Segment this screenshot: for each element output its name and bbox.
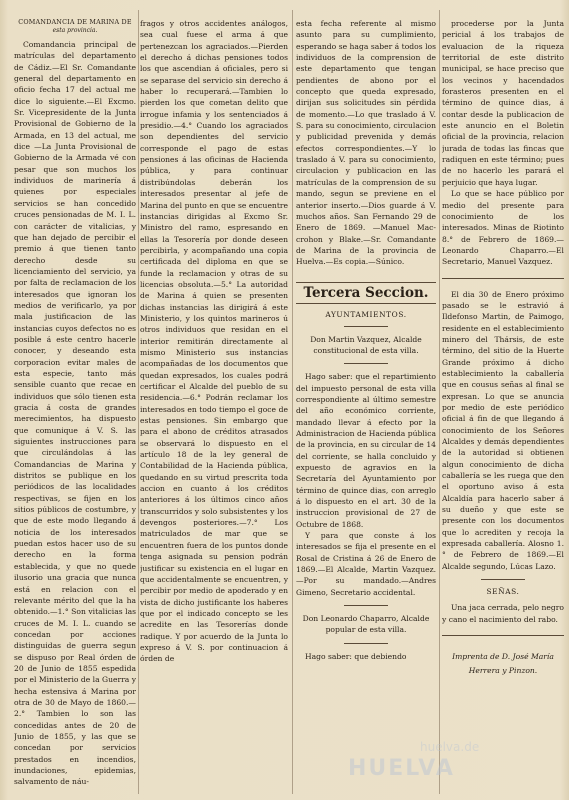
column-1 <box>14 18 136 794</box>
article-paragraph: esta fecha referente al mismo asunto para su cumplimiento, esperando se haga saber á todos los individuos de la comprension de este departamento que tengan pendientes de abono por el concepto que queda expresado, dirijan sus solicitudes sin pérdida de momento.—Lo que traslado á V. S. para su conocimiento, circulacion y publicidad prevenida y demás efectos correspondientes.—Y lo traslado á V. para su conocimiento, circulacion y publicacion en las matrículas de la comprension de su mando, segun se previene en el anterior inserto.—Dios guarde á V. muchos años. San Fernando 29 de Enero de 1869. —Manuel Mac-crohon y Blake.—Sr. Comandante de Marina de la provincia de Huelva.—Es copia.—Súnico. <box>296 19 436 267</box>
column-rule <box>439 10 440 794</box>
watermark-logo: HUELVA <box>348 756 455 781</box>
divider <box>344 363 388 364</box>
column-rule <box>138 10 139 794</box>
column-3 <box>296 18 436 794</box>
notice-header: Don Martin Vazquez, Alcalde constitucional de esta villa. <box>310 334 422 355</box>
column-4 <box>442 18 564 794</box>
column-rule <box>292 10 293 794</box>
notice-header: Don Leonardo Chaparro, Alcalde popular de esta villa. <box>302 614 430 635</box>
notice-paragraph: Una jaca cerrada, pelo negro y cano el nacimiento del rabo. <box>442 603 564 624</box>
subsection-heading: AYUNTAMIENTOS. <box>325 309 407 319</box>
imprint-line: Imprenta de D. José María <box>452 651 554 661</box>
divider <box>344 605 388 606</box>
section-title: Tercera Seccion. <box>296 282 436 304</box>
notice-paragraph: Y para que conste á los interesados se fija el presente en el Rosal de Cristina á 26 de Enero de 1869.—El Alcalde, Martin Vazquez.—Por su mandado.—Andres Gimeno, Secretario accidental. <box>296 531 436 597</box>
watermark-site: huelva.de <box>420 740 480 754</box>
notice-paragraph: Lo que se hace público por medio del presente para conocimiento de los interesados. Minas de Riotinto 8.° de Febrero de 1869.—Leonardo Chaparro.—El Secretario, Manuel Vazquez. <box>442 189 564 267</box>
article-paragraph: Comandancia principal de matrículas del departamento de Cádiz.—El Sr. Comandante general del departamento en oficio fecha 17 del actual me dice lo siguiente.—El Excmo. Sr. Vicepresidente de la Junta Provisional de Gobierno de la Armada, en 13 del actual, me dice —La Junta Provisional de Gobierno de la Armada vé con pesar que son muchos los individuos de marinería á quienes por especiales servicios se han concedido cruces pensionadas de M. I. L. con carácter de vitalicias, y que han dejado de percibir el premio á que tienen tanto derecho desde su licenciamiento del servicio, ya por falta de reclamacion de los interesados que ignoran los medios de verificarlo, ya por mala justificacion de las instancias cuyos defectos no es posible á este centro hacerle conocer, y deseando esta corporacion evitar males de esta especie, tanto más sensible cuanto que recae en individuos que sólo tienen esta gracia á costa de grandes merecimientos, ha dispuesto que comunique á V. S. las siguientes instrucciones para que circulándolas á las Comandancias de Marina y distritos se publique en los periódicos de las localidades respectivas, se fijen en los sitios públicos de costumbre, y que de este modo llegando á noticia de los interesados puedan estos hacer uso de su derecho en la forma establecida, y que no quede ilusorio una gracia que nunca está en relacion con el relevante mérito del que la ha obtenido.—1.° Son vitalicias las cruces de M. I. L. cuando se concedan por acciones distinguidas de guerra segun se dispuso por Real órden de 20 de Junio de 1855 espedida por el Ministerio de la Guerra y hecha estensiva á Marina por otra de 30 de Mayo de 1860.—2.° Tambien lo son las concedidas antes de 20 de Junio de 1855, y las que se concedan por servicios prestados en incendios, inundaciones, epidemias, salvamento de náu- <box>14 40 136 787</box>
divider <box>344 643 388 644</box>
notice-paragraph: Hago saber: que el repartimiento del impuesto personal de esta villa correspondiente al último semestre del año económico corriente, mandado llevar á efecto por la Administracion de Hacienda pública de la provincia, en su circular de 14 del corriente, se halla concluido y expuesto de agravios en la Secretaría del Ayuntamiento por término de quince dias, con arreglo á lo dispuesto en el art. 30 de la instruccion provisional de 27 de Octubre de 1868. <box>296 372 436 529</box>
divider <box>481 579 525 580</box>
imprint-line: Herrera y Pinzon. <box>468 665 538 675</box>
divider <box>442 278 564 279</box>
subsection-heading: SEÑAS. <box>486 587 520 597</box>
divider <box>442 635 564 636</box>
section-heading: COMANDANCIA DE MARINA DE <box>18 18 132 26</box>
notice-paragraph: El dia 30 de Enero próximo pasado se le estravió á Ildefonso Martin, de Paimogo, residente en el establecimiento minero del Thársis, de este término, del sitio de la Huerte Grande próximo á dicho establecimiento la caballería que en cousus señas al final se expresan. Lo que se anuncia por medio de este periódico oficial á fin de que llegando á conocimiento de los Señores Alcaldes y demás dependientes de la autoridad si obtienen algun conocimiento de dicha caballería se les ruega que den el oportuno aviso á esta Alcaldía para hacerlo saber á su dueño y que este se presente con los documentos que lo acrediten y recoja la expresada caballería. Alosno 1.° de Febrero de 1869.—El Alcalde segundo, Lúcas Lazo. <box>442 289 564 571</box>
divider <box>344 326 388 327</box>
section-subheading: esta provincia. <box>52 27 98 34</box>
column-2 <box>140 18 288 794</box>
article-paragraph: fragos y otros accidentes análogos, sea cual fuese el arma á que pertenezcan los agraciados.—Pierden el derecho á dichas pensiones todos los que ascendian á oficiales, pero si se separase del servicio sin derecho á haber lo recuperará.—Tambien lo pierden los que cometan delito que irrogue infamia y los sentenciados á presidio.—4.° Cuando los agraciados son dependientes del servicio corresponde el pago de estas pensiones á las oficinas de Hacienda pública, y para continuar distribúndolas deberán los interesados presentar al jefe de Marina del punto en que se encuentre instancias dirigidas al Excmo Sr. Ministro del ramo, espresando en ellas la Tesorería por donde deseen percibirla, y acompañando una copia certificada del diploma en que se funde la reclamacion y otras de su licencias obsoluta.—5.° La autoridad de Marina á quien se presenten dichas instancias las dirigirá á este Ministerio, y los quintos marineros ú otros individuos que residan en el interior remitirán directamente al mismo Ministerio sus instancias acompañadas de los documentos que quedan expresados, los cuales podrá certificar el Alcalde del pueblo de su residencia.—6.° Podrán reclamar los interesados en todo tiempo el goce de estas pensiones. Sin embargo que para el abono de créditos atrasados se observará lo dispuesto en el artículo 18 de la ley general de Contabilidad de la Hacienda pública, quedando en su virtud prescrita toda accion en cuanto á los créditos anteriores á los últimos cinco años transcurridos y solo subsistentes y los devengos posteriores.—7.° Los matriculados de mar que se encuentren fuera de los puntos donde tenga asignada su pension podrán justificar su existencia en el lugar en que accidentalmente se encuentren, y percibir por medio de apoderado y en vista de dicho justificante los haberes que por el indicado concepto se les acredite en las Tesorerías donde radique. Y por acuerdo de la Junta lo expreso á V. S. por continuacion á órden de <box>140 19 288 664</box>
notice-paragraph: Hago saber: que debiendo <box>305 651 407 661</box>
notice-paragraph: procederse por la Junta pericial á los trabajos de evaluacion de la riqueza territorial de este distrito municipal, se hace preciso que los vecinos y hacendados forasteros presenten en el término de quince dias, á contar desde la publicacion de este anuncio en el Boletin oficial de la provincia, relacion jurada de todas las fincas que radiquen en este término; pues de no hacerlo les parará el perjuicio que haya lugar. <box>442 19 564 187</box>
